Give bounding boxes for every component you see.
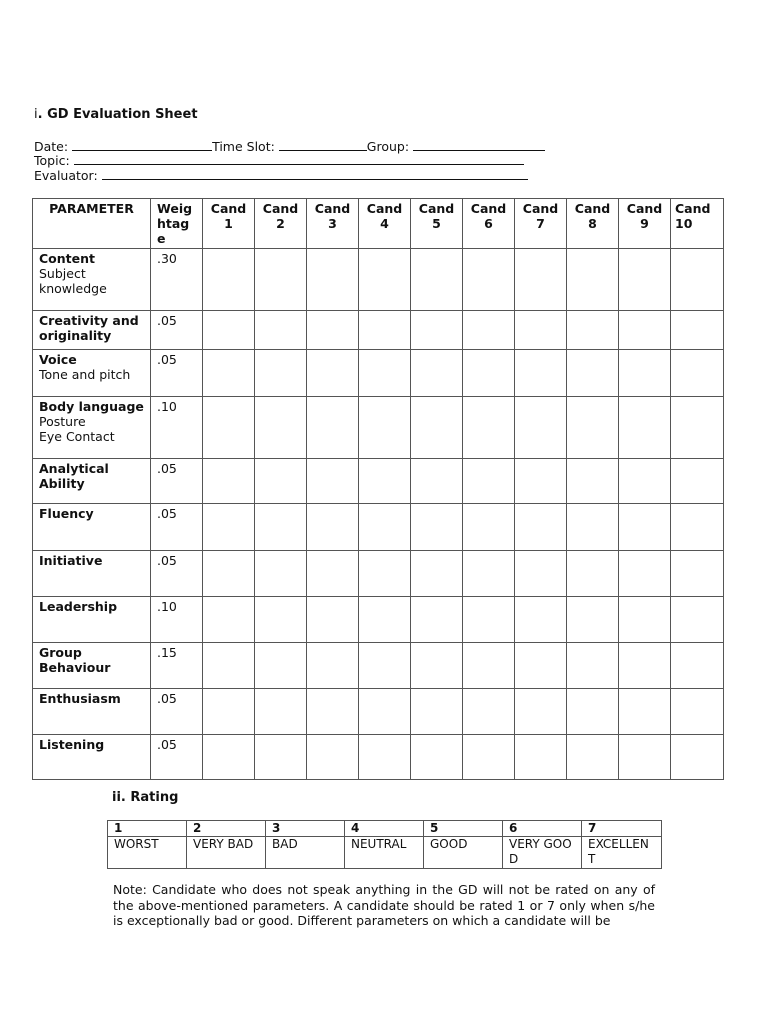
score-cell-cand-5[interactable] [411,735,463,780]
score-cell-cand-2[interactable] [255,459,307,504]
parameter-cell [33,597,151,643]
score-cell-cand-3[interactable] [307,597,359,643]
score-cell-cand-3[interactable] [307,459,359,504]
rating-label: GOOD [424,837,503,869]
rating-numbers-row [108,821,662,837]
group-label: Group: [366,139,410,154]
score-cell-cand-4[interactable] [359,397,411,459]
score-cell-cand-10[interactable] [671,504,724,551]
parameter-name: Analytical Ability [39,461,109,491]
score-cell-cand-7[interactable] [515,311,567,350]
parameter-cell [33,504,151,551]
weightage-cell: .05 [151,504,203,551]
score-cell-cand-5[interactable] [411,643,463,689]
score-cell-cand-1[interactable] [203,397,255,459]
score-cell-cand-6[interactable] [463,350,515,397]
score-cell-cand-4[interactable] [359,735,411,780]
header-cand-7: Cand 7 [515,199,567,249]
score-cell-cand-9[interactable] [619,597,671,643]
score-cell-cand-10[interactable] [671,643,724,689]
score-cell-cand-1[interactable] [203,689,255,735]
score-cell-cand-4[interactable] [359,249,411,311]
rating-label: VERY BAD [187,837,266,869]
score-cell-cand-7[interactable] [515,350,567,397]
score-cell-cand-6[interactable] [463,597,515,643]
table-row [33,350,724,397]
parameter-name: Listening [39,737,105,752]
score-cell-cand-7[interactable] [515,597,567,643]
score-cell-cand-5[interactable] [411,551,463,597]
score-cell-cand-10[interactable] [671,459,724,504]
score-cell-cand-9[interactable] [619,311,671,350]
header-parameter: PARAMETER [33,199,151,249]
rating-number: 7 [582,821,662,837]
evaluation-table-body [33,249,724,780]
rating-number: 6 [503,821,582,837]
score-cell-cand-9[interactable] [619,643,671,689]
score-cell-cand-4[interactable] [359,350,411,397]
parameter-name: Initiative [39,553,103,568]
rating-number: 4 [345,821,424,837]
score-cell-cand-6[interactable] [463,311,515,350]
score-cell-cand-4[interactable] [359,459,411,504]
score-cell-cand-9[interactable] [619,689,671,735]
score-cell-cand-2[interactable] [255,597,307,643]
score-cell-cand-2[interactable] [255,397,307,459]
rating-labels-row [108,837,662,869]
parameter-cell [33,311,151,350]
score-cell-cand-2[interactable] [255,689,307,735]
evaluator-label: Evaluator: [34,168,98,183]
score-cell-cand-1[interactable] [203,350,255,397]
weightage-cell: .05 [151,459,203,504]
score-cell-cand-4[interactable] [359,311,411,350]
score-cell-cand-6[interactable] [463,249,515,311]
rating-label: NEUTRAL [345,837,424,869]
score-cell-cand-10[interactable] [671,597,724,643]
parameter-name: Body language [39,399,144,414]
page-title [34,107,198,122]
parameter-subtext: Eye Contact [39,429,115,444]
score-cell-cand-1[interactable] [203,735,255,780]
score-cell-cand-3[interactable] [307,643,359,689]
header-weightage: Weightage [151,199,203,249]
header-cand-10: Cand 10 [671,199,724,249]
parameter-cell [33,735,151,780]
score-cell-cand-6[interactable] [463,551,515,597]
score-cell-cand-5[interactable] [411,689,463,735]
rating-label: BAD [266,837,345,869]
rating-number: 5 [424,821,503,837]
table-row [33,397,724,459]
score-cell-cand-4[interactable] [359,643,411,689]
score-cell-cand-4[interactable] [359,689,411,735]
parameter-cell [33,643,151,689]
score-cell-cand-8[interactable] [567,311,619,350]
note-paragraph: Note: Candidate who does not speak anything in the GD will not be rated on any of the above-mentioned parameters. A candidate should be rated 1 or 7 only when s/he is exceptionally bad or good. Different parameters on which a candidate will be [113,882,655,928]
table-row [33,735,724,780]
score-cell-cand-7[interactable] [515,459,567,504]
score-cell-cand-2[interactable] [255,643,307,689]
weightage-cell: .05 [151,689,203,735]
weightage-cell: .05 [151,551,203,597]
score-cell-cand-8[interactable] [567,504,619,551]
score-cell-cand-9[interactable] [619,551,671,597]
date-label: Date: [34,139,69,154]
score-cell-cand-7[interactable] [515,689,567,735]
parameter-subtext: Subject knowledge [39,266,107,296]
table-row [33,459,724,504]
score-cell-cand-5[interactable] [411,597,463,643]
parameter-subtext: Posture [39,414,86,429]
title-prefix: i [34,107,38,122]
evaluator-field[interactable] [102,167,528,180]
score-cell-cand-3[interactable] [307,504,359,551]
table-row [33,597,724,643]
rating-number: 2 [187,821,266,837]
weightage-cell: .05 [151,311,203,350]
score-cell-cand-2[interactable] [255,311,307,350]
weightage-cell: .10 [151,397,203,459]
title-text: . GD Evaluation Sheet [37,107,198,122]
table-row [33,551,724,597]
header-cand-4: Cand 4 [359,199,411,249]
score-cell-cand-3[interactable] [307,735,359,780]
score-cell-cand-8[interactable] [567,459,619,504]
weightage-cell: .05 [151,735,203,780]
rating-label: WORST [108,837,187,869]
score-cell-cand-1[interactable] [203,643,255,689]
header-cand-6: Cand 6 [463,199,515,249]
time-slot-field[interactable] [279,138,367,151]
score-cell-cand-5[interactable] [411,350,463,397]
rating-label: VERY GOOD [503,837,582,869]
score-cell-cand-10[interactable] [671,689,724,735]
parameter-cell [33,350,151,397]
score-cell-cand-6[interactable] [463,504,515,551]
rating-label: EXCELLENT [582,837,662,869]
score-cell-cand-4[interactable] [359,597,411,643]
score-cell-cand-1[interactable] [203,249,255,311]
parameter-cell [33,689,151,735]
topic-label: Topic: [34,153,70,168]
score-cell-cand-3[interactable] [307,350,359,397]
score-cell-cand-2[interactable] [255,551,307,597]
header-cand-3: Cand 3 [307,199,359,249]
score-cell-cand-3[interactable] [307,249,359,311]
parameter-name: Content [39,251,95,266]
score-cell-cand-7[interactable] [515,735,567,780]
score-cell-cand-7[interactable] [515,249,567,311]
parameter-name: Creativity and originality [39,313,139,343]
score-cell-cand-10[interactable] [671,350,724,397]
score-cell-cand-3[interactable] [307,397,359,459]
score-cell-cand-5[interactable] [411,397,463,459]
table-row [33,643,724,689]
parameter-name: Leadership [39,599,118,614]
score-cell-cand-5[interactable] [411,459,463,504]
score-cell-cand-8[interactable] [567,350,619,397]
score-cell-cand-1[interactable] [203,504,255,551]
time-slot-label: Time Slot: [212,139,275,154]
header-cand-9: Cand 9 [619,199,671,249]
score-cell-cand-10[interactable] [671,311,724,350]
topic-line [34,152,524,168]
score-cell-cand-9[interactable] [619,735,671,780]
score-cell-cand-10[interactable] [671,735,724,780]
score-cell-cand-6[interactable] [463,397,515,459]
score-cell-cand-6[interactable] [463,643,515,689]
parameter-name: Fluency [39,506,94,521]
table-row [33,249,724,311]
score-cell-cand-8[interactable] [567,397,619,459]
weightage-cell: .30 [151,249,203,311]
score-cell-cand-10[interactable] [671,397,724,459]
rating-number: 3 [266,821,345,837]
parameter-cell [33,249,151,311]
score-cell-cand-1[interactable] [203,597,255,643]
table-row [33,504,724,551]
header-cand-5: Cand 5 [411,199,463,249]
score-cell-cand-9[interactable] [619,459,671,504]
score-cell-cand-2[interactable] [255,504,307,551]
rating-number: 1 [108,821,187,837]
rating-table [107,820,662,869]
score-cell-cand-7[interactable] [515,551,567,597]
group-field[interactable] [413,138,545,151]
score-cell-cand-10[interactable] [671,249,724,311]
score-cell-cand-9[interactable] [619,504,671,551]
score-cell-cand-3[interactable] [307,551,359,597]
score-cell-cand-5[interactable] [411,311,463,350]
parameter-name: Voice [39,352,77,367]
score-cell-cand-8[interactable] [567,597,619,643]
score-cell-cand-1[interactable] [203,551,255,597]
parameter-subtext: Tone and pitch [39,367,131,382]
score-cell-cand-4[interactable] [359,551,411,597]
score-cell-cand-2[interactable] [255,350,307,397]
score-cell-cand-6[interactable] [463,689,515,735]
weightage-cell: .05 [151,350,203,397]
score-cell-cand-8[interactable] [567,551,619,597]
score-cell-cand-4[interactable] [359,504,411,551]
header-cand-8: Cand 8 [567,199,619,249]
parameter-name: Enthusiasm [39,691,121,706]
score-cell-cand-7[interactable] [515,504,567,551]
score-cell-cand-5[interactable] [411,249,463,311]
score-cell-cand-2[interactable] [255,735,307,780]
score-cell-cand-10[interactable] [671,551,724,597]
score-cell-cand-6[interactable] [463,459,515,504]
rating-title: ii. Rating [112,790,179,805]
table-header-row [33,199,724,249]
score-cell-cand-3[interactable] [307,689,359,735]
score-cell-cand-8[interactable] [567,689,619,735]
score-cell-cand-5[interactable] [411,504,463,551]
score-cell-cand-7[interactable] [515,643,567,689]
header-cand-2: Cand 2 [255,199,307,249]
parameter-cell [33,397,151,459]
score-cell-cand-8[interactable] [567,735,619,780]
score-cell-cand-9[interactable] [619,397,671,459]
table-row [33,689,724,735]
score-cell-cand-8[interactable] [567,643,619,689]
score-cell-cand-8[interactable] [567,249,619,311]
score-cell-cand-6[interactable] [463,735,515,780]
score-cell-cand-9[interactable] [619,350,671,397]
parameter-name: Group Behaviour [39,645,111,675]
topic-field[interactable] [74,152,524,165]
score-cell-cand-7[interactable] [515,397,567,459]
evaluator-line [34,167,528,183]
parameter-cell [33,551,151,597]
score-cell-cand-9[interactable] [619,249,671,311]
score-cell-cand-1[interactable] [203,311,255,350]
score-cell-cand-2[interactable] [255,249,307,311]
weightage-cell: .15 [151,643,203,689]
weightage-cell: .10 [151,597,203,643]
parameter-cell [33,459,151,504]
date-field[interactable] [72,138,212,151]
table-row [33,311,724,350]
header-cand-1: Cand 1 [203,199,255,249]
score-cell-cand-3[interactable] [307,311,359,350]
score-cell-cand-1[interactable] [203,459,255,504]
evaluation-table [32,198,724,780]
